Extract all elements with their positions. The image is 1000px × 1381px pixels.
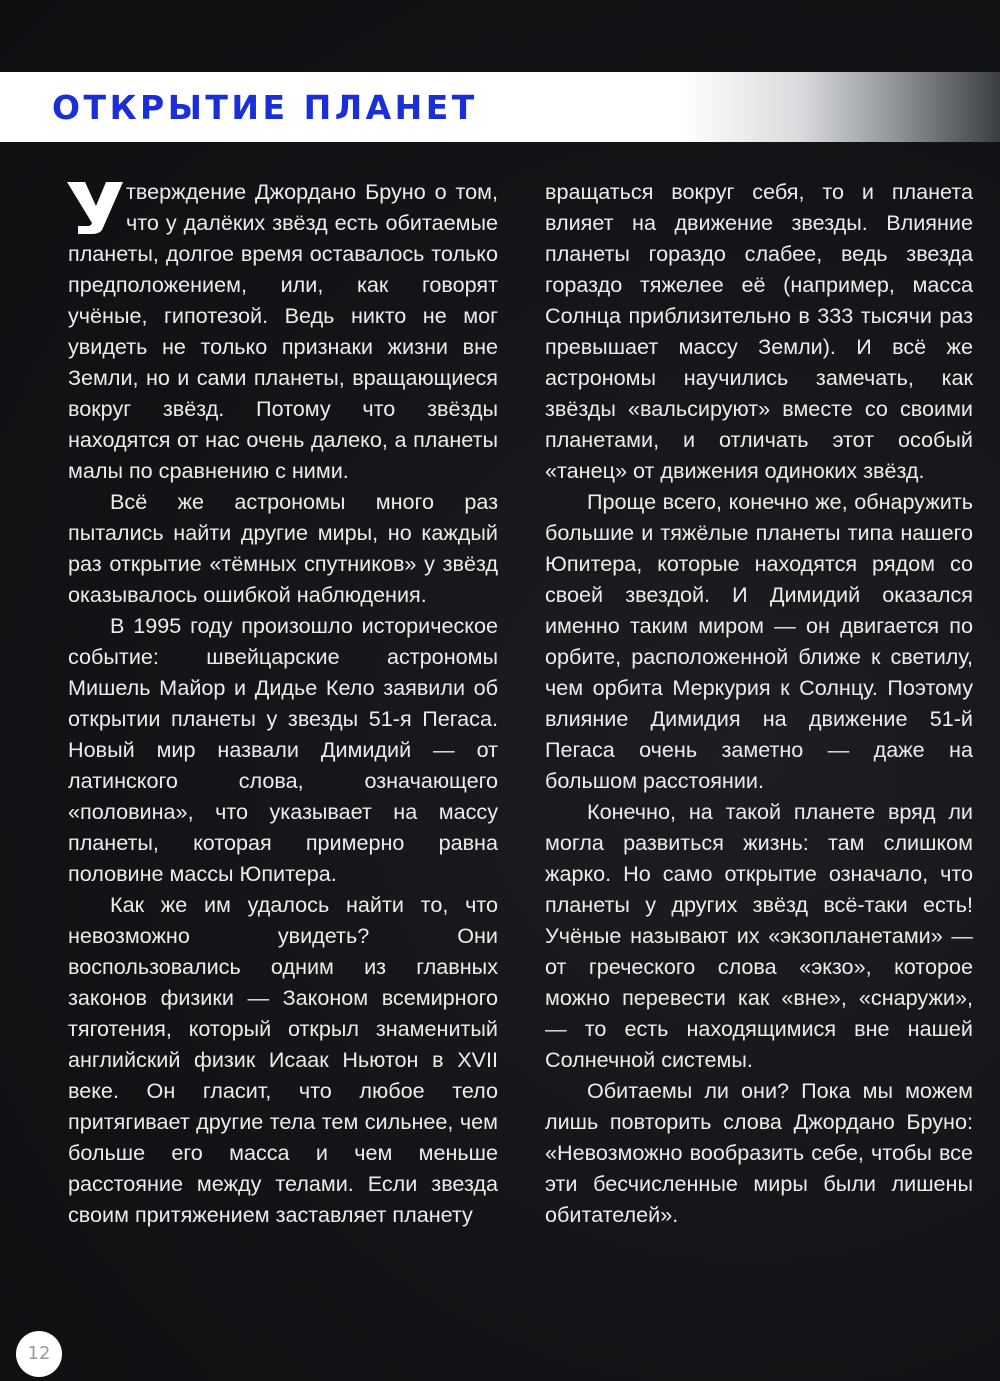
paragraph: Всё же астрономы много раз пытались найти другие миры, но каждый раз открытие «тёмных спутников» у звёзд оказывалось ошибкой наблюдения. <box>68 489 498 607</box>
paragraph-text: тверждение Джордано Бруно о том, что у далёких звёзд есть обитаемые планеты, долгое время оставалось только предположением, или, как говорят учёные, гипотезой. Ведь никто не мог увидеть не только признаки жизни вне Земли, но и сами планеты, вращающиеся вокруг звёзд. Потому что звёзды находятся от нас очень далеко, а планеты малы по сравнению с ними. <box>68 179 498 483</box>
drop-cap <box>66 180 124 234</box>
paragraph: Обитаемы ли они? Пока мы можем лишь повторить слова Джордано Бруно: «Невозможно вообразить себе, чтобы все эти бесчисленные миры были лишены обитателей». <box>545 1078 973 1227</box>
page-title: ОТКРЫТИЕ ПЛАНЕТ <box>52 88 478 127</box>
text-column-left <box>68 176 498 1230</box>
title-bar <box>0 72 1000 142</box>
text-column-right <box>545 176 973 1230</box>
paragraph: В 1995 году произошло историческое событие: швейцарские астрономы Мишель Майор и Дидье Кело заявили об открытии планеты у звезды 51-я Пегаса. Новый мир назвали Димидий — от латинского слова, означающего «половина», что указывает на массу планеты, которая примерно равна половине массы Юпитера. <box>68 613 498 886</box>
drop-cap-letter-icon <box>66 180 124 234</box>
paragraph: Проще всего, конечно же, обнаружить большие и тяжёлые планеты типа нашего Юпитера, которые находятся рядом со своей звездой. И Димидий оказался именно таким миром — он двигается по орбите, расположенной ближе к светилу, чем орбита Меркурия к Солнцу. Поэтому влияние Димидия на движение 51-й Пегаса очень заметно — даже на большом расстоянии. <box>545 489 973 793</box>
paragraph: Как же им удалось найти то, что невозможно увидеть? Они воспользовались одним из главных законов физики — Законом всемирного тяготения, который открыл знаменитый английский физик Исаак Ньютон в XVII веке. Он гласит, что любое тело притягивает другие тела тем сильнее, чем больше его масса и чем меньше расстояние между телами. Если звезда своим притяжением заставляет планету <box>68 892 498 1227</box>
paragraph <box>68 176 498 486</box>
page-number: 12 <box>16 1331 62 1377</box>
paragraph: вращаться вокруг себя, то и планета влияет на движение звезды. Влияние планеты гораздо слабее, ведь звезда гораздо тяжелее её (например, масса Солнца приблизительно в 333 тысячи раз превышает массу Земли). И всё же астрономы научились замечать, как звёзды «вальсируют» вместе со своими планетами, и отличать этот особый «танец» от движения одиноких звёзд. <box>545 179 973 483</box>
paragraph: Конечно, на такой планете вряд ли могла развиться жизнь: там слишком жарко. Но само открытие означало, что планеты у других звёзд всё-таки есть! Учёные называют их «экзопланетами» — от греческого слова «экзо», которое можно перевести как «вне», «снаружи», — то есть находящимися вне нашей Солнечной системы. <box>545 799 973 1072</box>
